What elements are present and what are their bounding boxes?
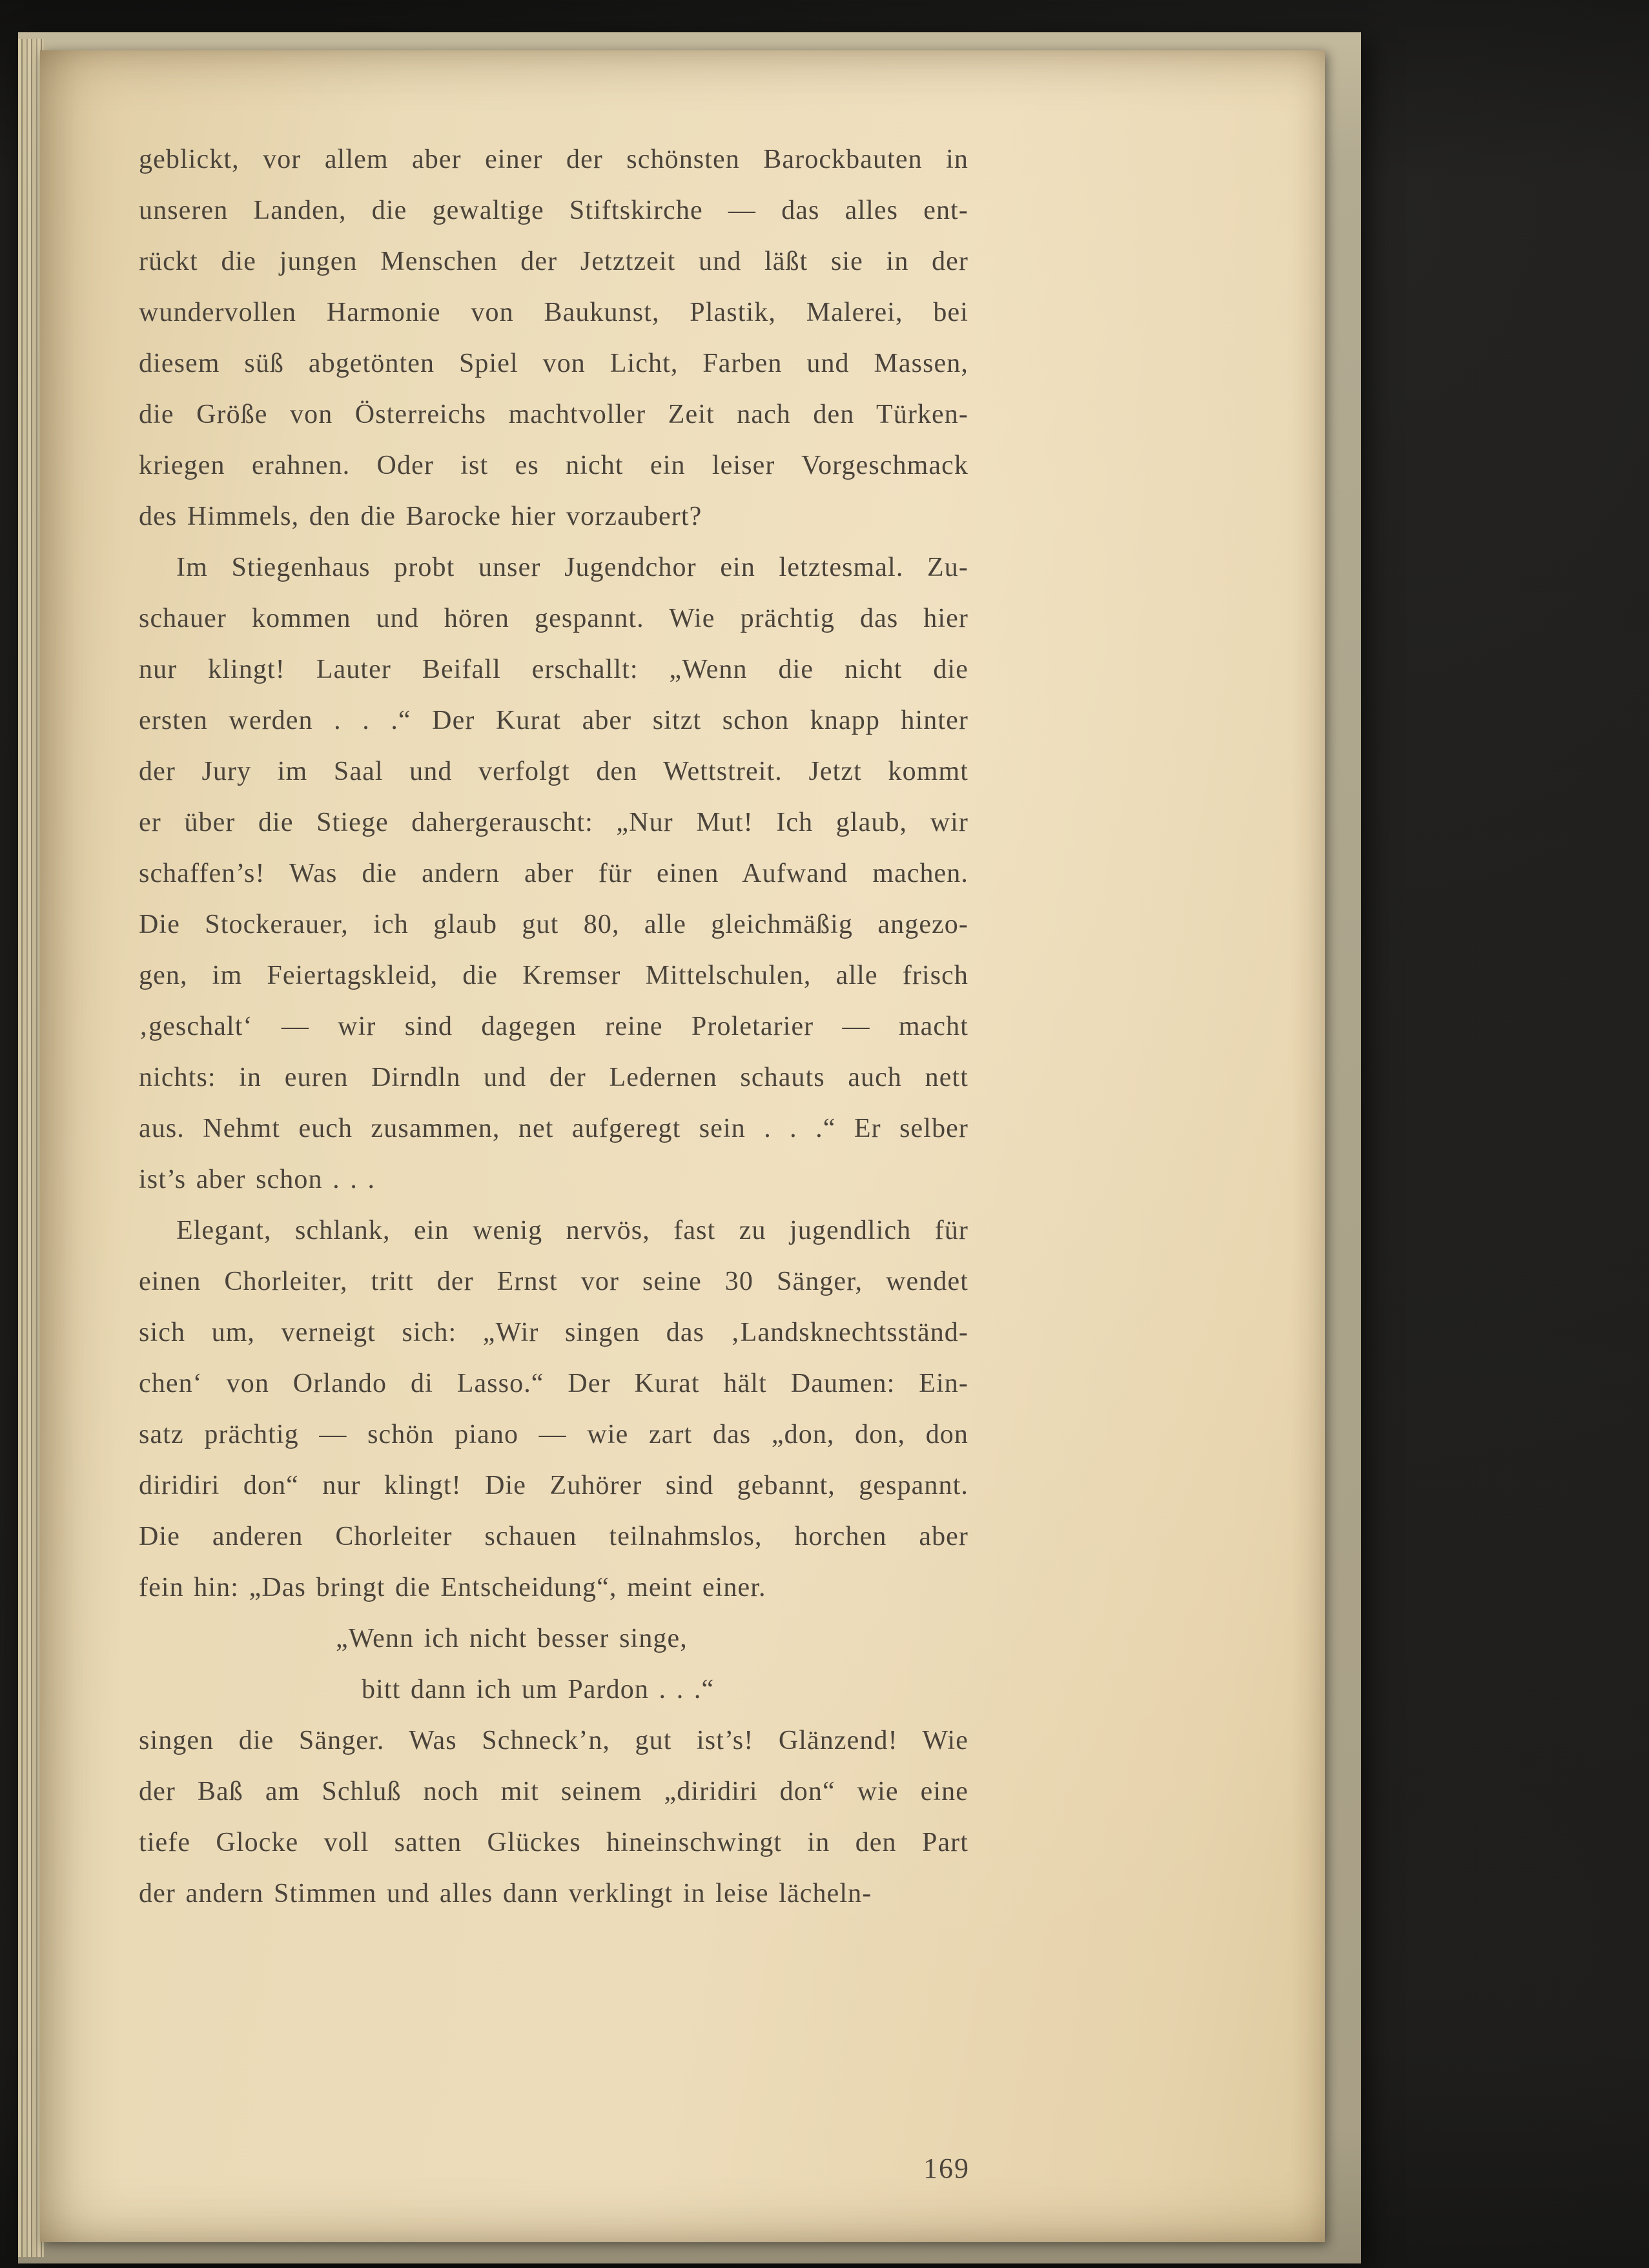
text-line: wundervollen Harmonie von Baukunst, Plastik, Malerei, bei	[139, 298, 968, 327]
text-line: schauer kommen und hören gespannt. Wie prächtig das hier	[139, 604, 968, 633]
text-line: nichts: in euren Dirndln und der Ledernen schauts auch nett	[139, 1063, 968, 1092]
page-text-block	[139, 134, 968, 1919]
text-line: die Größe von Österreichs machtvoller Zeit nach den Türken-	[139, 400, 968, 429]
page-number: 169	[923, 2152, 970, 2184]
text-line: Im Stiegenhaus probt unser Jugendchor ein letztesmal. Zu-	[176, 553, 968, 582]
text-line: kriegen erahnen. Oder ist es nicht ein leiser Vorgeschmack	[139, 451, 968, 480]
text-line: Die anderen Chorleiter schauen teilnahmslos, horchen aber	[139, 1522, 968, 1551]
text-line: diridiri don“ nur klingt! Die Zuhörer sind gebannt, gespannt.	[139, 1471, 968, 1500]
paragraph	[139, 1205, 968, 1613]
text-line: bitt dann ich um Pardon . . .“	[362, 1675, 715, 1704]
text-line: Die Stockerauer, ich glaub gut 80, alle gleichmäßig angezo-	[139, 910, 968, 939]
text-line: er über die Stiege dahergerauscht: „Nur Mut! Ich glaub, wir	[139, 808, 968, 837]
text-line: nur klingt! Lauter Beifall erschallt: „Wenn die nicht die	[139, 655, 968, 684]
text-line: aus. Nehmt euch zusammen, net aufgeregt sein . . .“ Er selber	[139, 1114, 968, 1143]
book-cover-edge	[18, 32, 1361, 2263]
text-line: geblickt, vor allem aber einer der schönsten Barockbauten in	[139, 145, 968, 174]
text-line: der andern Stimmen und alles dann verklingt in leise lächeln-	[139, 1879, 872, 1908]
text-line: „Wenn ich nicht besser singe,	[336, 1624, 688, 1653]
text-line: ‚geschalt‘ — wir sind dagegen reine Proletarier — macht	[139, 1012, 968, 1041]
text-line: des Himmels, den die Barocke hier vorzaubert?	[139, 502, 702, 531]
text-line: chen‘ von Orlando di Lasso.“ Der Kurat hält Daumen: Ein-	[139, 1369, 968, 1398]
book-page	[40, 50, 1325, 2242]
text-line: satz prächtig — schön piano — wie zart das „don, don, don	[139, 1420, 968, 1449]
text-line: der Jury im Saal und verfolgt den Wettstreit. Jetzt kommt	[139, 757, 968, 786]
text-line: Elegant, schlank, ein wenig nervös, fast zu jugendlich für	[176, 1216, 968, 1245]
paragraph	[139, 1715, 968, 1919]
text-line: rückt die jungen Menschen der Jetztzeit und läßt sie in der	[139, 247, 968, 276]
text-line: unseren Landen, die gewaltige Stiftskirche — das alles ent-	[139, 196, 968, 225]
text-line: gen, im Feiertagskleid, die Kremser Mittelschulen, alle frisch	[139, 961, 968, 990]
paragraph	[139, 134, 968, 542]
text-line: diesem süß abgetönten Spiel von Licht, Farben und Massen,	[139, 349, 968, 378]
text-line: tiefe Glocke voll satten Glückes hineinschwingt in den Part	[139, 1828, 968, 1857]
text-line: einen Chorleiter, tritt der Ernst vor seine 30 Sänger, wendet	[139, 1267, 968, 1296]
text-line: singen die Sänger. Was Schneck’n, gut ist’s! Glänzend! Wie	[139, 1726, 968, 1755]
text-line: ersten werden . . .“ Der Kurat aber sitzt schon knapp hinter	[139, 706, 968, 735]
text-line: der Baß am Schluß noch mit seinem „diridiri don“ wie eine	[139, 1777, 968, 1806]
text-line: schaffen’s! Was die andern aber für einen Aufwand machen.	[139, 859, 968, 888]
text-line: fein hin: „Das bringt die Entscheidung“, meint einer.	[139, 1573, 766, 1602]
verse-block	[139, 1613, 968, 1715]
text-line: ist’s aber schon . . .	[139, 1165, 376, 1194]
text-line: sich um, verneigt sich: „Wir singen das ‚Landsknechtsständ-	[139, 1318, 968, 1347]
paragraph	[139, 542, 968, 1205]
